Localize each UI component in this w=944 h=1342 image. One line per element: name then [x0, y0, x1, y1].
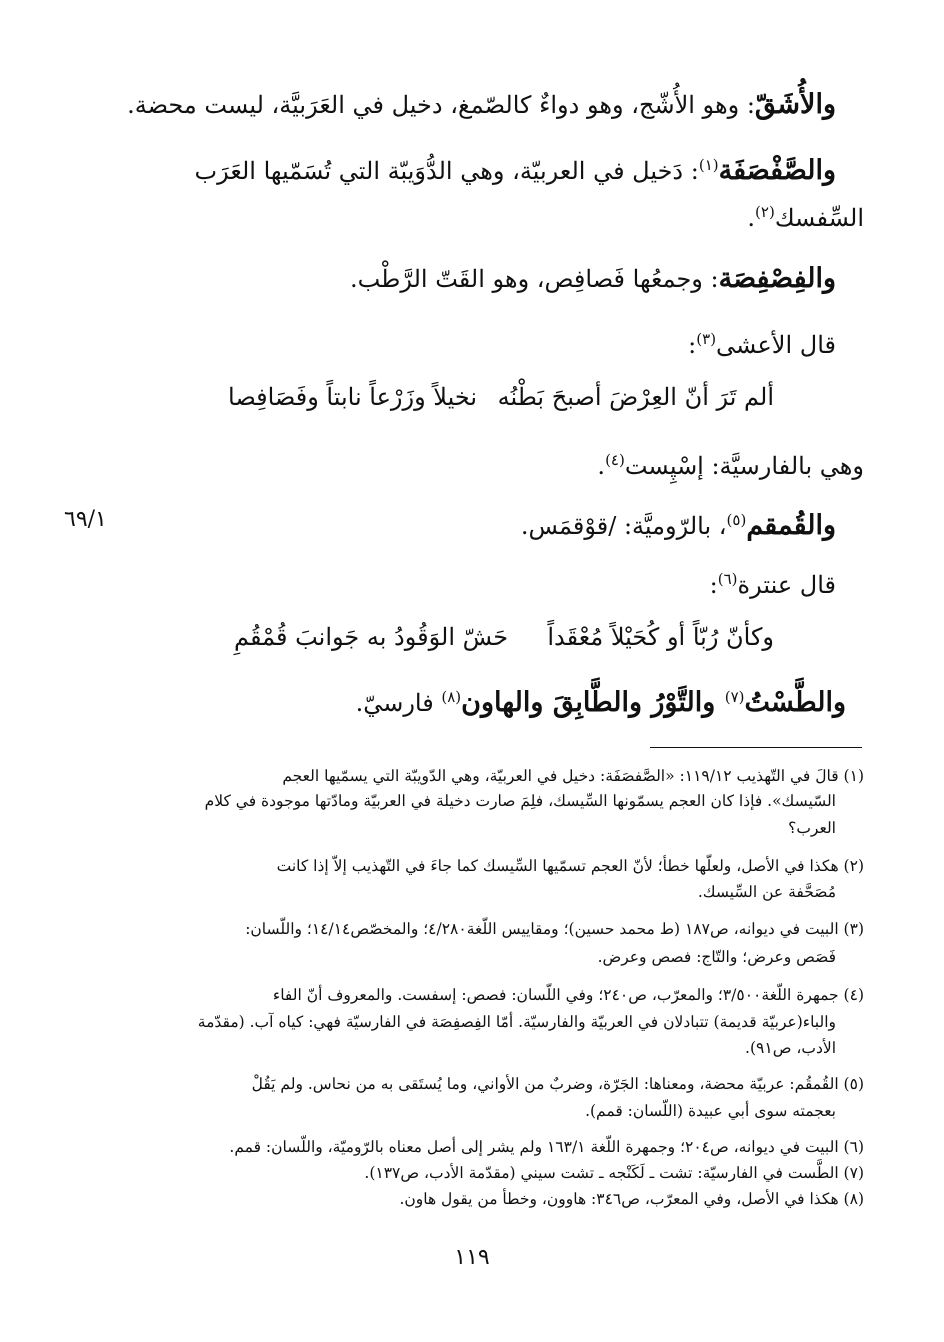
entry-tast [356, 680, 846, 720]
term-safsafa: والصَّفْصَفَة [718, 155, 836, 186]
antara-intro-text: قال عنترة [737, 571, 836, 599]
persian-name-text: وهي بالفارسيَّة: إسْپِست [624, 452, 864, 480]
entry-safsafa-cont-word: السِّفسك [774, 204, 864, 232]
entry-qumqum-text: ، بالرّوميَّة: /قوْقمَس. [520, 512, 727, 540]
term-fisfisa: والفِصْفِصَة [718, 263, 836, 294]
footnote-ref-6: (٦) [717, 570, 738, 588]
footnote-2-line-1: (٢) هكذا في الأصل، ولعلّها خطأ؛ لأنّ العجم تسمّيها السِّيسك كما جاءَ في التّهذيب إلاّ إذا كانت [276, 857, 864, 875]
antara-verse-first-hemistich: وكأنّ رُبّاً أو كُحَيْلاً مُعْقَداً [547, 623, 774, 651]
footnote-8-line-1: (٨) هكذا في الأصل، وفي المعرّب، ص٣٤٦: هاوون، وخطأ من يقول هاون. [399, 1190, 864, 1208]
footnote-6-line-1: (٦) البيت في ديوانه، ص٢٠٤؛ وجمهرة اللّغة ١٦٣/١ ولم يشر إلى أصل معناه بالرّوميّة، واللّسان: قمم. [229, 1138, 864, 1156]
antara-intro [710, 562, 836, 602]
asha-verse-first-hemistich: ألم تَرَ أنّ العِرْضَ أصبحَ بَطْنُه [497, 383, 774, 411]
footnote-ref-5: (٥) [726, 511, 747, 529]
footnote-4-line-3: الأدب، ص٩١). [745, 1039, 836, 1057]
entry-safsafa-continuation [747, 195, 864, 235]
persian-name [597, 443, 864, 483]
entry-ashaq-text: : وهو الأُشّج، وهو دواءٌ كالصّمغ، دخيل في العَرَبيَّة، ليست محضة. [127, 91, 755, 119]
entry-fisfisa-text: : وجمعُها فَصافِص، وهو القَتّ الرَّطْب. [350, 265, 719, 293]
entry-safsafa-cont-end: . [747, 204, 756, 232]
persian-name-end: . [597, 452, 606, 480]
term-tawr-tabiq-hawun: والتَّوْرُ والطَّابِقَ والهاون [461, 687, 725, 718]
footnote-ref-3: (٣) [696, 330, 717, 348]
footnote-2-line-2: مُصَحَّفة عن السِّيسك. [697, 883, 836, 901]
term-qumqum: والقُمقم [746, 510, 836, 541]
footnote-5-line-2: بعجمته سوى أبي عبيدة (اللّسان: قمم). [585, 1102, 836, 1120]
footnote-4-line-2: والباء(عربيّة قديمة) تتبادلان في العربيّة والفارسيّة. أمّا الفِصفِصَة في الفارسيّة فهي: كياه آب. (مقدّمة [197, 1013, 836, 1031]
footnote-ref-7: (٧) [724, 688, 745, 706]
entry-ashaq [127, 88, 836, 122]
footnote-ref-8: (٨) [441, 688, 462, 706]
entry-qumqum [521, 503, 836, 543]
asha-intro-text: قال الأعشى [716, 331, 836, 359]
footnote-ref-4: (٤) [605, 451, 625, 469]
footnote-ref-2: (٢) [755, 203, 775, 221]
footnote-3-line-2: فَصَص وعرض؛ والتّاج: فصص وعرض. [597, 948, 836, 966]
footnote-1-line-3: العرب؟ [788, 819, 836, 837]
entry-safsafa [195, 148, 836, 188]
asha-intro [688, 322, 836, 362]
asha-intro-end: : [688, 331, 697, 359]
entry-fisfisa [350, 262, 836, 296]
footnote-4-line-1: (٤) جمهرة اللّغة٣/٥٠٠؛ والمعرّب، ص٢٤٠؛ وفي اللّسان: فصص: إسفست. والمعروف أنّ الفاء [272, 986, 864, 1004]
footnote-5-line-1: (٥) القُمقُم: عربيّة محضة، ومعناها: الجَرّة، وضربٌ من الأواني، وما يُستَقى به من نحاس. ولم يَقُلْ [251, 1075, 864, 1093]
entry-safsafa-text: : دَخيل في العربيّة، وهي الدُّوَيبّة التي تُسَمّيها العَرَب [194, 157, 699, 185]
asha-verse-second-hemistich: نخيلاً وزَرْعاً نابتاً وفَصَافِصا [228, 383, 478, 411]
entry-tast-text: فارسيّ. [355, 689, 442, 717]
antara-verse-second-hemistich: حَشّ الوَقُودُ به جَوانبَ قُمْقُمِ [234, 623, 509, 651]
footnote-1-line-2: السّيسك». فإذا كان العجم يسمّونها السِّيسك، فلِمَ صارت دخيلة في العربيّة ومادّتها موجودة في كلام [204, 792, 836, 810]
footnote-ref-1: (١) [698, 156, 719, 174]
footnote-3-line-1: (٣) البيت في ديوانه، ص١٨٧ (ط محمد حسين)؛ ومقاييس اللّغة٤/٢٨٠؛ والمخصّص١٤/١٤؛ واللّسان: [245, 920, 864, 938]
margin-reference: ٦٩/١ [64, 507, 107, 532]
antara-intro-end: : [709, 571, 718, 599]
footnote-7-line-1: (٧) الطَّست في الفارسيّة: تشت ـ لَكَنْجه ـ تشت سيني (مقدّمة الأدب، ص١٣٧). [364, 1164, 864, 1182]
term-tast: والطَّسْتُ [744, 687, 846, 718]
page-number: ١١٩ [454, 1245, 490, 1270]
footnote-separator [650, 747, 862, 748]
term-ashaq: والأُشَقّ [754, 89, 836, 120]
footnote-1-line-1: (١) قالَ في التّهذيب ١١٩/١٢: «الصَّفصَفَة: دخيل في العربيّة، وهي الدّويبّة التي يسمّيها العجم [282, 767, 864, 785]
